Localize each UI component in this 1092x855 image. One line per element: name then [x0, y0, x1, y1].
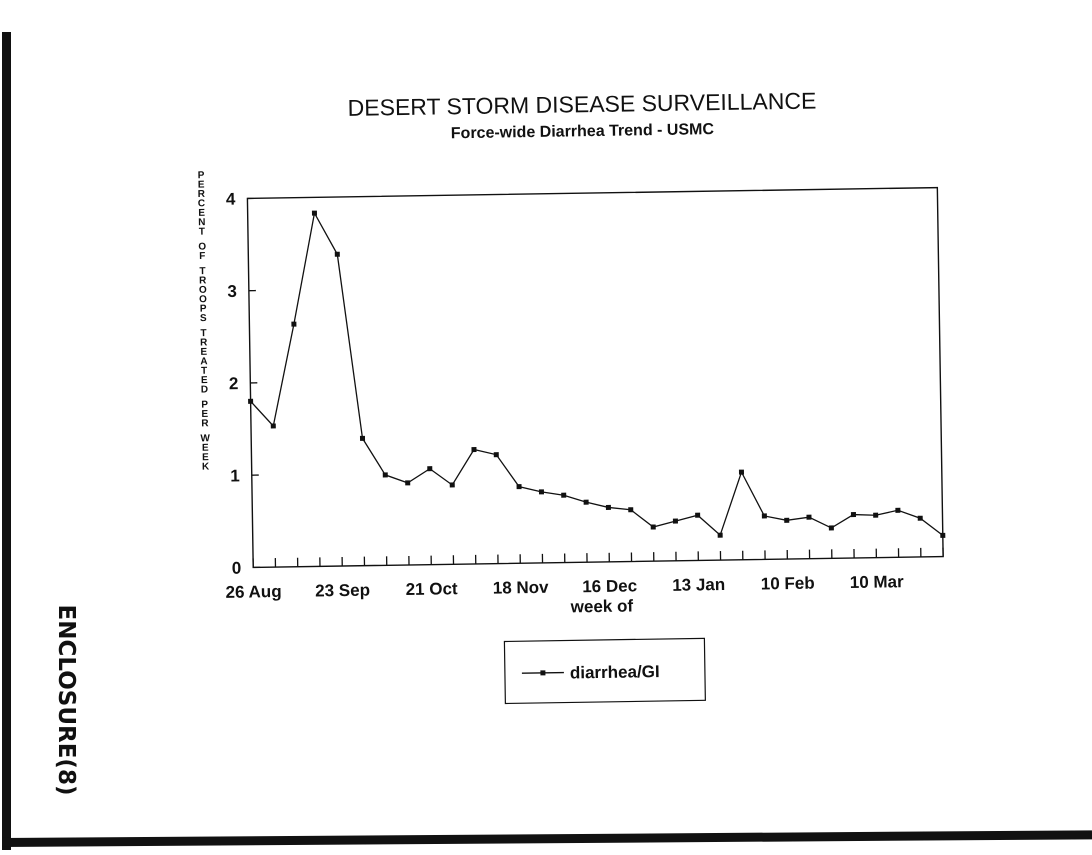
y-axis-label-letter: O — [199, 294, 207, 305]
data-point — [895, 508, 900, 513]
y-tick-label: 0 — [232, 559, 242, 578]
data-point — [718, 533, 723, 538]
x-axis-label: week of — [570, 596, 634, 616]
data-point — [829, 525, 834, 530]
legend-label: diarrhea/GI — [570, 662, 660, 682]
plot-frame — [247, 188, 943, 568]
data-point — [851, 512, 856, 517]
y-axis-label-letter: P — [201, 399, 208, 410]
data-point — [405, 480, 410, 485]
y-axis-label-letter: O — [198, 242, 206, 253]
y-axis-label-letter: R — [201, 418, 209, 429]
y-axis-label-letter: E — [201, 409, 208, 420]
enclosure-label: ENCLOSURE(8) — [53, 605, 79, 796]
data-point — [517, 484, 522, 489]
data-point — [628, 507, 633, 512]
data-point — [940, 533, 945, 538]
series-line — [248, 203, 943, 546]
data-point — [695, 513, 700, 518]
data-point — [918, 516, 923, 521]
x-tick-label: 21 Oct — [406, 579, 459, 599]
y-axis-label-letter: P — [198, 170, 205, 181]
data-point — [806, 515, 811, 520]
y-axis-label-letter: W — [200, 433, 210, 444]
y-axis-label-letter: T — [201, 366, 207, 377]
y-axis-label-letter: N — [198, 217, 205, 228]
data-point — [561, 493, 566, 498]
y-axis-label-letter: K — [202, 461, 210, 472]
y-axis-label-letter: E — [198, 208, 205, 219]
y-axis-label-letter: S — [200, 313, 207, 324]
data-point — [471, 447, 476, 452]
data-point — [762, 513, 767, 518]
y-axis-label-letter: E — [202, 452, 209, 463]
data-point — [450, 482, 455, 487]
data-point — [873, 513, 878, 518]
y-axis — [226, 189, 261, 577]
y-axis-label-letter: A — [200, 356, 207, 367]
x-tick-label: 10 Feb — [761, 574, 815, 594]
y-axis-label-letter: T — [200, 328, 206, 339]
y-axis-label-letter: F — [199, 251, 205, 262]
data-point — [248, 399, 253, 404]
data-point — [427, 466, 432, 471]
y-axis-label-letter: E — [201, 375, 208, 386]
y-axis-label-letter: T — [199, 266, 205, 277]
y-axis-label-letter: O — [199, 285, 207, 296]
y-axis-label-letter: R — [199, 275, 207, 286]
legend-marker — [540, 670, 545, 675]
x-tick-label: 23 Sep — [315, 581, 370, 601]
data-point — [606, 505, 611, 510]
x-tick-label: 13 Jan — [672, 575, 725, 595]
chart-title: DESERT STORM DISEASE SURVEILLANCE — [347, 88, 816, 121]
x-axis — [225, 548, 944, 602]
data-point — [291, 322, 296, 327]
data-point — [673, 519, 678, 524]
data-point — [784, 518, 789, 523]
data-point — [312, 211, 317, 216]
data-point — [584, 500, 589, 505]
data-point — [539, 489, 544, 494]
x-tick-label: 18 Nov — [493, 578, 550, 598]
data-point — [335, 252, 340, 257]
data-point — [271, 423, 276, 428]
y-axis-label-letter: E — [198, 180, 205, 191]
y-axis-label-letter: T — [199, 227, 205, 238]
data-point — [383, 472, 388, 477]
y-axis-label-letter: D — [201, 384, 208, 395]
y-axis-label-letter: R — [198, 189, 206, 200]
y-axis-label-letter: R — [200, 337, 208, 348]
chart-subtitle: Force-wide Diarrhea Trend - USMC — [451, 121, 715, 142]
x-tick-label: 10 Mar — [850, 572, 905, 592]
x-tick-label: 26 Aug — [225, 582, 281, 602]
y-tick-label: 4 — [226, 190, 236, 209]
data-point — [494, 452, 499, 457]
y-axis-label-letter: E — [200, 347, 207, 358]
y-axis-label-letter: E — [202, 443, 209, 454]
y-axis-label-letter: C — [198, 198, 205, 209]
y-tick-label: 2 — [229, 374, 239, 393]
data-point — [651, 524, 656, 529]
series-diarrhea-gi — [245, 201, 945, 549]
data-point — [360, 436, 365, 441]
x-tick-label: 16 Dec — [582, 576, 637, 596]
data-point — [739, 470, 744, 475]
y-tick-label: 1 — [230, 466, 240, 485]
legend — [504, 638, 705, 703]
y-axis-label — [196, 170, 211, 473]
y-tick-label: 3 — [227, 282, 237, 301]
y-axis-label-letter: P — [200, 304, 207, 315]
